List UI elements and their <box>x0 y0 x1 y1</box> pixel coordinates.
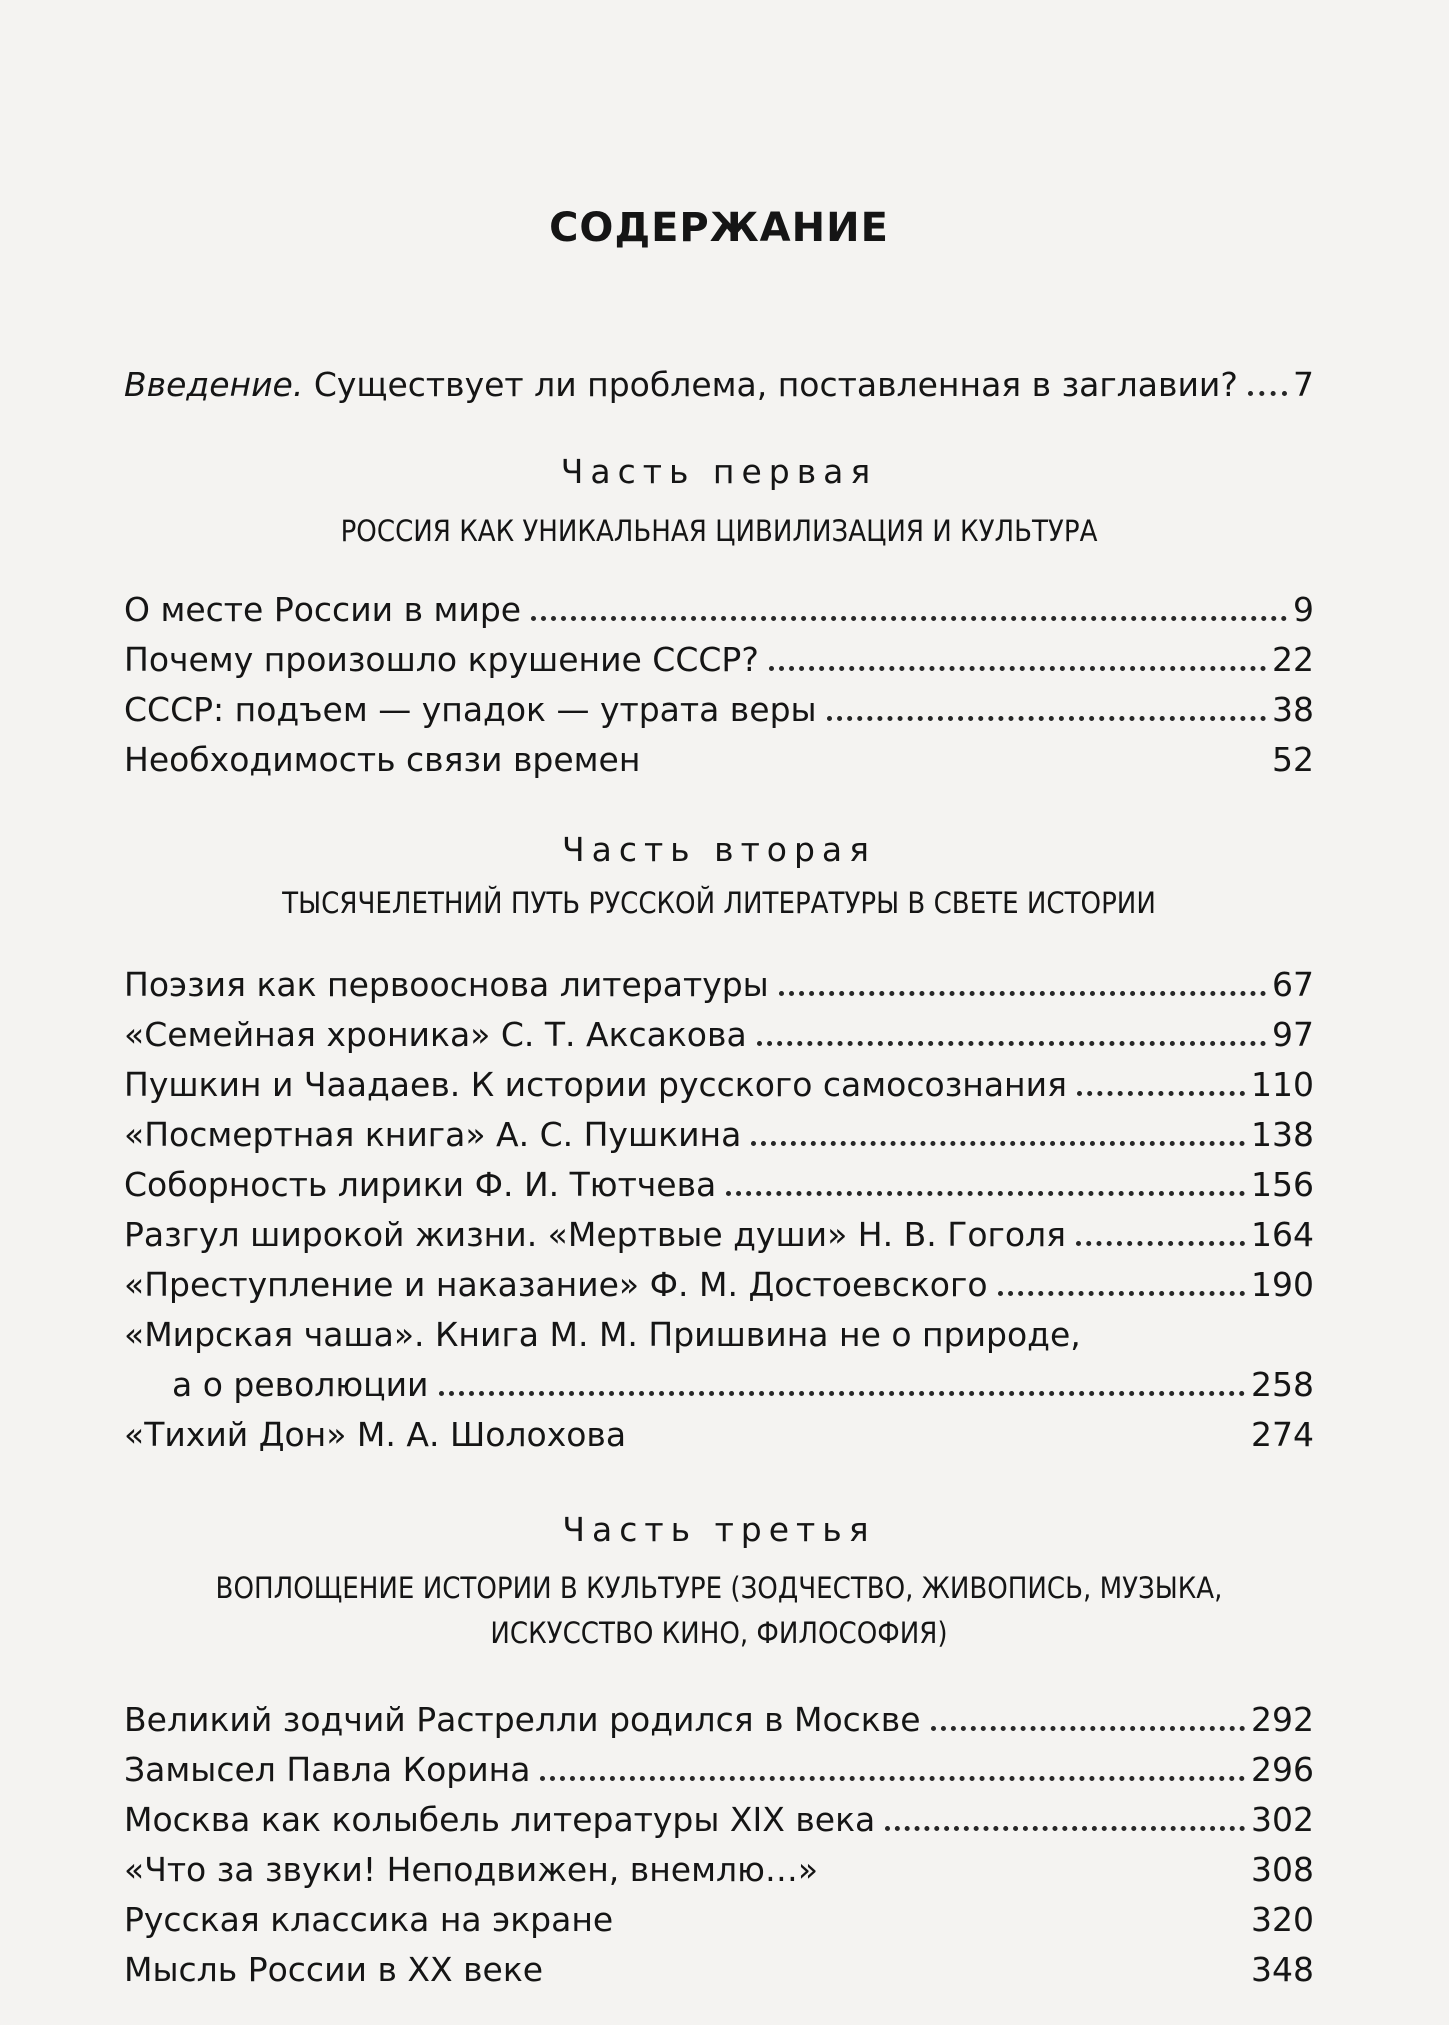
dot-leader <box>439 1391 1245 1396</box>
toc-entry-page: 52 <box>1272 740 1314 779</box>
toc-entry-title-cont: а о революции <box>172 1365 429 1404</box>
toc-entry-title: Соборность лирики Ф. И. Тютчева <box>124 1165 717 1204</box>
toc-entry-page: 274 <box>1251 1415 1314 1454</box>
toc-entry[interactable] <box>124 1890 1314 1940</box>
part-3-title-line2: ИСКУССТВО КИНО, ФИЛОСОФИЯ) <box>490 1616 948 1650</box>
dot-leader <box>1248 391 1287 396</box>
toc-entry-title: «Преступление и наказание» Ф. М. Достоевского <box>124 1265 988 1304</box>
toc-entry-page: 67 <box>1272 965 1314 1004</box>
part-3-title-line1: ВОПЛОЩЕНИЕ ИСТОРИИ В КУЛЬТУРЕ (ЗОДЧЕСТВО, ЖИВОПИСЬ, МУЗЫКА, <box>215 1571 1223 1605</box>
toc-entry-first-line[interactable] <box>124 1305 1314 1355</box>
toc-entry-title: «Семейная хроника» С. Т. Аксакова <box>124 1015 747 1054</box>
toc-entry[interactable] <box>124 1840 1314 1890</box>
toc-entry[interactable] <box>124 680 1314 730</box>
toc-entry[interactable] <box>124 730 1314 780</box>
intro-italic-label: Введение. <box>124 365 304 404</box>
dot-leader <box>540 1776 1245 1781</box>
toc-entry-title: Пушкин и Чаадаев. К истории русского самосознания <box>124 1065 1067 1104</box>
toc-entry-title: «Что за звуки! Неподвижен, внемлю…» <box>124 1850 819 1889</box>
part-1-title: РОССИЯ КАК УНИКАЛЬНАЯ ЦИВИЛИЗАЦИЯ И КУЛЬТУРА <box>340 514 1098 548</box>
dot-leader <box>1076 1241 1245 1246</box>
toc-entry-title: «Посмертная книга» А. С. Пушкина <box>124 1115 742 1154</box>
toc-entry-page: 258 <box>1251 1365 1314 1404</box>
part-1-label: Часть первая <box>560 452 878 491</box>
dot-leader <box>779 991 1266 996</box>
toc-entry-page: 22 <box>1272 640 1314 679</box>
toc-entry[interactable] <box>124 1940 1314 1990</box>
dot-leader <box>531 616 1287 621</box>
dot-leader <box>726 1191 1245 1196</box>
dot-leader <box>751 1141 1245 1146</box>
toc-entry-page: 164 <box>1251 1215 1314 1254</box>
toc-entry[interactable] <box>124 1790 1314 1840</box>
toc-entry-page: 292 <box>1251 1700 1314 1739</box>
toc-entry-title: СССР: подъем — упадок — утрата веры <box>124 690 817 729</box>
part-2-title: ТЫСЯЧЕЛЕТНИЙ ПУТЬ РУССКОЙ ЛИТЕРАТУРЫ В СВЕТЕ ИСТОРИИ <box>282 886 1156 920</box>
toc-entry-page: 302 <box>1251 1800 1314 1839</box>
dot-leader <box>998 1291 1245 1296</box>
toc-entry-title: О месте России в мире <box>124 590 522 629</box>
toc-entry[interactable] <box>124 580 1314 630</box>
toc-entry-title: Разгул широкой жизни. «Мертвые души» Н. В. Гоголя <box>124 1215 1066 1254</box>
toc-entry-title: Москва как колыбель литературы XIX века <box>124 1800 876 1839</box>
toc-entry-page: 308 <box>1251 1850 1314 1889</box>
toc-entry-title: Мысль России в XX веке <box>124 1950 544 1989</box>
toc-entry-page: 348 <box>1251 1950 1314 1989</box>
toc-entry-page: 7 <box>1293 365 1314 404</box>
toc-entry-page: 190 <box>1251 1265 1314 1304</box>
toc-entry[interactable] <box>124 1155 1314 1205</box>
toc-entry[interactable] <box>124 1405 1314 1455</box>
toc-entry-page: 38 <box>1272 690 1314 729</box>
toc-entry-title: Почему произошло крушение СССР? <box>124 640 759 679</box>
toc-entry-page: 296 <box>1251 1750 1314 1789</box>
toc-entry[interactable] <box>124 1205 1314 1255</box>
intro-rest-label: Существует ли проблема, поставленная в заглавии? <box>303 365 1238 404</box>
toc-entry-page: 97 <box>1272 1015 1314 1054</box>
toc-entry-continuation[interactable] <box>124 1355 1314 1405</box>
toc-entry[interactable] <box>124 1740 1314 1790</box>
toc-entry-page: 138 <box>1251 1115 1314 1154</box>
toc-entry-title: Поэзия как первооснова литературы <box>124 965 769 1004</box>
dot-leader <box>1077 1091 1245 1096</box>
part-2-label: Часть вторая <box>561 830 877 869</box>
dot-leader <box>769 666 1266 671</box>
toc-entry-title: Великий зодчий Растрелли родился в Москве <box>124 1700 921 1739</box>
toc-entry[interactable] <box>124 630 1314 680</box>
part-3-label: Часть третья <box>562 1510 876 1549</box>
toc-page <box>124 0 1314 2025</box>
toc-entry-title: Русская классика на экране <box>124 1900 614 1939</box>
toc-entry[interactable] <box>124 1055 1314 1105</box>
dot-leader <box>757 1041 1266 1046</box>
toc-entry-title: Необходимость связи времен <box>124 740 641 779</box>
dot-leader <box>885 1826 1245 1831</box>
toc-entry-page: 156 <box>1251 1165 1314 1204</box>
toc-entry-title: «Тихий Дон» М. А. Шолохова <box>124 1415 627 1454</box>
toc-entry[interactable] <box>124 955 1314 1005</box>
toc-entry[interactable] <box>124 1105 1314 1155</box>
toc-entry-title: Замысел Павла Корина <box>124 1750 531 1789</box>
toc-entry-page: 110 <box>1251 1065 1314 1104</box>
dot-leader <box>827 716 1266 721</box>
page-title: СОДЕРЖАНИЕ <box>549 205 889 251</box>
toc-entry-intro[interactable] <box>124 355 1314 405</box>
toc-entry-page: 320 <box>1251 1900 1314 1939</box>
toc-entry-title: «Мирская чаша». Книга М. М. Пришвина не о природе, <box>124 1315 1081 1354</box>
toc-entry[interactable] <box>124 1690 1314 1740</box>
toc-entry[interactable] <box>124 1255 1314 1305</box>
toc-entry-title <box>124 365 1238 405</box>
dot-leader <box>931 1726 1246 1731</box>
toc-entry-page: 9 <box>1293 590 1314 629</box>
toc-entry[interactable] <box>124 1005 1314 1055</box>
